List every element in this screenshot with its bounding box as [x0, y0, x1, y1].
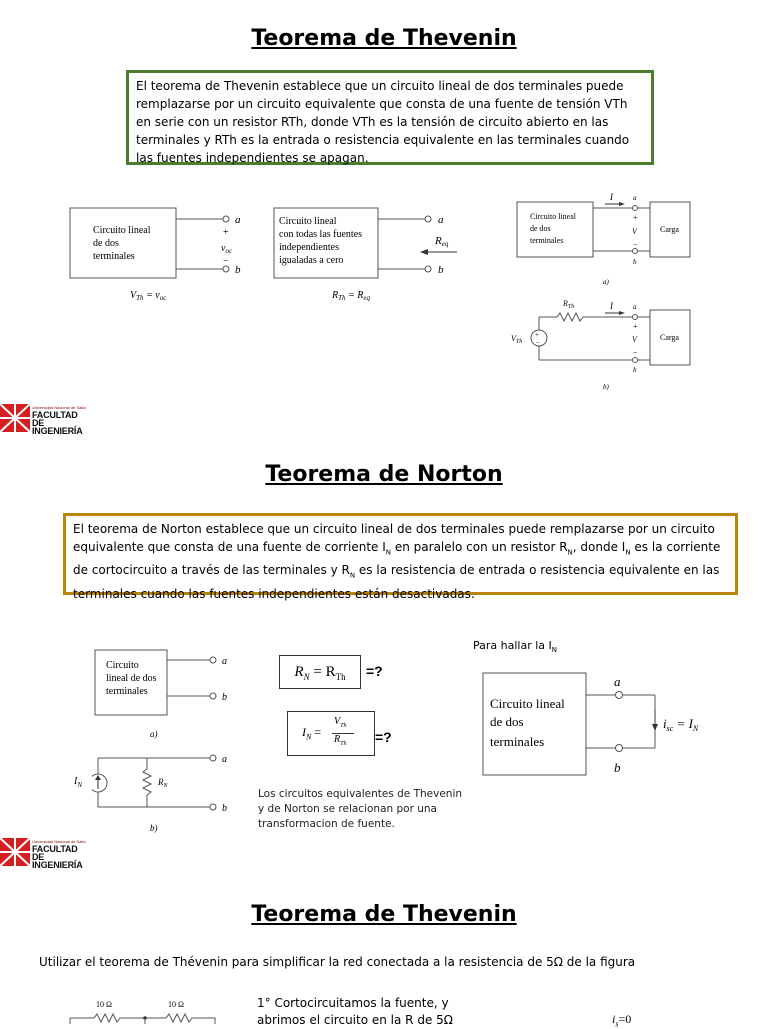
- svg-text:VTh = voc: [130, 290, 167, 302]
- norton-fig-b-b: b: [222, 803, 227, 814]
- fig3-vth: V: [511, 334, 516, 343]
- thevenin-fig-open-circuit: [68, 200, 258, 305]
- svg-text:b: b: [633, 366, 637, 374]
- find-in-label: Para hallar la $I_N$: [473, 639, 558, 655]
- thevenin-definition-box: [126, 70, 654, 165]
- norton-fig-b-in: $I_N$: [74, 776, 83, 789]
- fig3-plus: +: [633, 213, 638, 222]
- norton-fig-a-a: a: [222, 656, 227, 667]
- svg-text:Req: [434, 235, 449, 248]
- fig-c-isc: i: [663, 716, 667, 731]
- thevenin-fig-load: [505, 190, 705, 395]
- university-logo-2: [0, 836, 90, 870]
- fig1-terminal-b: b: [235, 264, 241, 276]
- logo2-university: Universidad Nacional de Salta: [32, 839, 86, 844]
- page-title-thevenin: Teorema de Thevenin: [251, 26, 517, 51]
- fig2-req: R: [435, 235, 442, 247]
- thevenin-definition-text: El teorema de Thevenin establece que un circuito lineal de dos terminales puede remplazarse por un circuito equivalente que consta de una fuente de tensión VTh en serie con un resistor RTh, donde VTh es la tensión de circuito abierto en las terminales y RTh es la entrada o resistencia equivalente en las terminales cuando las fuentes independientes se apagan.: [136, 79, 630, 165]
- logo-faculty: FACULTAD DE INGENIERÍA: [32, 410, 83, 436]
- faculty-emblem-icon: [0, 404, 30, 432]
- norton-fig-b-a: a: [222, 754, 227, 765]
- norton-fig-a-b: b: [222, 692, 227, 703]
- fig1-caption-rest: = v: [143, 290, 160, 301]
- fig2-caption-r: R: [332, 290, 339, 301]
- fig3-label-a: a): [603, 278, 609, 286]
- fig2-box-line3: independientes: [279, 242, 339, 253]
- svg-text:RTh = Req: [331, 290, 370, 302]
- fig3-box-line1: Circuito lineal: [530, 212, 576, 221]
- norton-fig-a-label: a): [150, 729, 158, 739]
- logo2-faculty: FACULTAD DE INGENIERÍA: [32, 844, 83, 870]
- svg-text:VTh: [511, 334, 522, 345]
- fig2-req-sub: eq: [441, 240, 449, 248]
- fig2-caption-rest-sub: eq: [363, 294, 370, 302]
- svg-text:RTh: [562, 299, 574, 310]
- fig-c-line3: terminales: [490, 734, 545, 749]
- norton-note: Los circuitos equivalentes de Thevenin y de Norton se relacionan por una transformacion de fuente.: [258, 788, 463, 830]
- fig3-voltage-V: V: [632, 227, 637, 236]
- fig2-box-line1: Circuito lineal: [279, 216, 337, 227]
- norton-fig-b-label: b): [150, 823, 158, 833]
- page-title-norton: Teorema de Norton: [265, 462, 503, 487]
- fig1-box-line1: Circuito lineal: [93, 225, 151, 236]
- norton-fig-a: [92, 645, 242, 845]
- example-circuit-partial: [60, 996, 230, 1024]
- fig-c-isc-sub: sc: [666, 724, 674, 733]
- norton-fig-b-rn-sub: N: [163, 783, 168, 789]
- fig1-minus: −: [223, 256, 229, 267]
- example-instruction: Utilizar el teorema de Thévenin para simplificar la red conectada a la resistencia de 5Ω de la figura: [39, 955, 636, 969]
- example-step-1: 1° Cortocircuitamos la fuente, y abrimos el circuito en la R de 5Ω: [257, 996, 453, 1027]
- equation-rn-rth: $R_N = R_{Th}$: [279, 655, 361, 689]
- equation1-suffix: =?: [366, 663, 383, 679]
- fig3-load-label: Carga: [660, 225, 679, 234]
- fig-c-isc-rest: = I: [673, 716, 693, 731]
- fig1-voc: v: [221, 243, 226, 254]
- svg-text:−: −: [633, 348, 638, 357]
- norton-fig-b-rn: R: [158, 777, 164, 787]
- fig-c-a: a: [614, 674, 621, 689]
- fig3-vth-sub: Th: [515, 339, 523, 345]
- fig1-caption-v: V: [130, 290, 137, 301]
- svg-text:I: I: [610, 301, 613, 311]
- page-title-thevenin-example: Teorema de Thevenin: [251, 902, 517, 927]
- fig3-label-b: b): [603, 383, 609, 391]
- svg-text:+: +: [633, 322, 638, 331]
- fig1-caption-rest-sub: oc: [159, 294, 167, 302]
- fig1-caption-sub: Th: [136, 294, 144, 302]
- fig2-box-line2: con todas las fuentes: [279, 229, 363, 240]
- fig3-minus: −: [633, 240, 638, 249]
- fig3-terminal-a: a: [633, 194, 637, 202]
- logo-university: Universidad Nacional de Salta: [32, 405, 86, 410]
- fig-c-line1: Circuito lineal: [490, 696, 565, 711]
- fig3-box-line3: terminales: [530, 236, 564, 245]
- fig-c-b: b: [614, 760, 621, 775]
- svg-text:+: +: [535, 331, 539, 339]
- fig2-terminal-a: a: [438, 214, 444, 226]
- svg-text:−: −: [536, 339, 540, 347]
- thevenin-fig-equivalent-resistance: [272, 200, 462, 305]
- fig2-box-line4: igualadas a cero: [279, 255, 344, 266]
- fig2-caption-sub: Th: [338, 294, 346, 302]
- norton-fig-a-line3: terminales: [106, 686, 148, 697]
- example-current-label: $i_s=0$: [612, 1012, 632, 1029]
- fig2-caption-rest: = R: [345, 290, 364, 301]
- norton-fig-a-line1: Circuito: [106, 660, 139, 671]
- norton-short-circuit-fig: [480, 670, 720, 780]
- norton-fig-a-line2: lineal de dos: [106, 673, 157, 684]
- equation-in-vth-rth: $I_N$ = $V_{Th}$ $R_{Th}$: [287, 711, 375, 756]
- norton-definition-text: El teorema de Norton establece que un circuito lineal de dos terminales puede remplazarse por un circuito equivalente que consta de una fuente de corriente $I_N$ en paralelo con un resistor $R_N$, donde $I_N$ es la corriente de cortocircuito a través de las terminales y $R_N$ es la resistencia de entrada o resistencia equivalente en las terminales cuando las fuentes independientes están desactivadas.: [73, 522, 721, 601]
- fig3-load2-label: Carga: [660, 333, 679, 342]
- fig3-rth-sub: Th: [567, 304, 575, 310]
- university-logo: [0, 402, 90, 436]
- fig2-terminal-b: b: [438, 264, 444, 276]
- svg-text:RN: [157, 777, 169, 789]
- faculty-emblem-icon: [0, 838, 30, 866]
- fig1-box-line2: de dos: [93, 238, 119, 249]
- fig3-box-line2: de dos: [530, 224, 551, 233]
- fig3-terminal-b: b: [633, 258, 637, 266]
- fig1-plus: +: [223, 227, 229, 238]
- fig3-current-I: I: [610, 192, 613, 202]
- example-r1-label: 10 Ω: [96, 1000, 112, 1009]
- svg-text:voc: [221, 243, 233, 255]
- norton-definition-box: [63, 513, 738, 601]
- fig3-rth: R: [563, 299, 568, 308]
- fig1-voc-sub: oc: [225, 247, 233, 255]
- example-r2-label: 10 Ω: [168, 1000, 184, 1009]
- fig-c-isc-rest-sub: N: [692, 724, 699, 733]
- fig1-terminal-a: a: [235, 214, 241, 226]
- fig-c-line2: de dos: [490, 714, 524, 729]
- svg-text:V: V: [632, 335, 637, 344]
- equation2-suffix: =?: [375, 729, 392, 745]
- fig1-box-line3: terminales: [93, 251, 135, 262]
- svg-text:isc = IN: [663, 716, 699, 733]
- svg-text:a: a: [633, 303, 637, 311]
